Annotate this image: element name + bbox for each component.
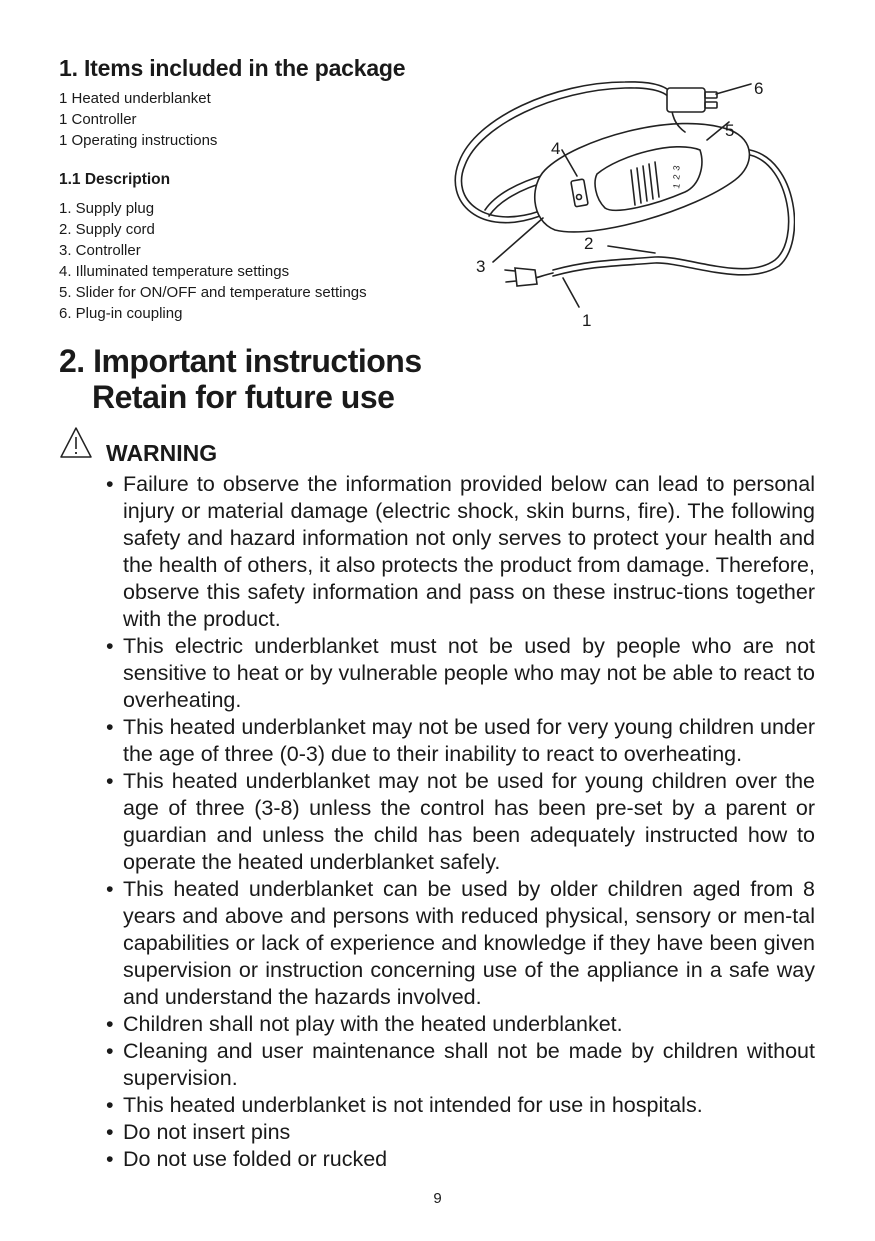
bullet-item: • Cleaning and user maintenance shall not be made by children without supervision. [106, 1038, 815, 1092]
bullet-item: • This heated underblanket can be used by older children aged from 8 years and above and persons with reduced physical, sensory or men-tal capabilities or lack of experience and knowledge if they have been given supervision or instruction concerning use of the appliance in a safe way and understand the hazards involved. [106, 876, 815, 1011]
callout-3: 3 [476, 257, 486, 276]
bullet-item: • Children shall not play with the heated underblanket. [106, 1011, 815, 1038]
supply-plug-body [515, 268, 537, 286]
section2-title-line2: Retain for future use [92, 379, 395, 415]
callout-6: 6 [754, 79, 764, 98]
warning-bullet-list [106, 471, 815, 1173]
coupling-pin-top [705, 92, 717, 98]
warning-label: WARNING [106, 440, 218, 466]
plug-cord [535, 273, 553, 278]
callout-1: 1 [582, 311, 592, 330]
description-item: 3. Controller [59, 242, 141, 259]
callout-5: 5 [725, 121, 735, 140]
page-number: 9 [433, 1190, 442, 1207]
plug-pin-top [505, 270, 515, 271]
controller-body [535, 121, 750, 232]
bullet-item: • This heated underblanket may not be used for very young children under the age of three (0-3) due to their inability to react to overheating. [106, 714, 815, 768]
scale-mark-2: 2 [671, 173, 682, 181]
bullet-item: • Do not insert pins [106, 1119, 815, 1146]
section2-title-line1: 2. Important instructions [59, 343, 422, 379]
leader-line-6 [716, 84, 751, 94]
package-items-list [59, 88, 217, 151]
package-item: 1 Heated underblanket [59, 90, 211, 107]
description-item: 1. Supply plug [59, 200, 155, 217]
description-item: 2. Supply cord [59, 221, 155, 238]
callout-2: 2 [584, 234, 594, 253]
plug-in-coupling [667, 88, 705, 112]
bullet-item: • This heated underblanket is not intended for use in hospitals. [106, 1092, 815, 1119]
package-item: 1 Controller [59, 111, 137, 128]
package-item: 1 Operating instructions [59, 132, 218, 149]
leader-line-2 [608, 246, 655, 253]
scale-mark-3: 3 [671, 164, 682, 172]
leader-line-1 [563, 278, 579, 307]
scale-mark-1: 1 [671, 182, 682, 190]
description-list [59, 198, 367, 324]
callout-4: 4 [551, 139, 561, 158]
description-title: 1.1 Description [59, 171, 171, 188]
controller-illustration [445, 70, 795, 340]
controller-diagram [445, 70, 795, 340]
bullet-item: • This heated underblanket may not be used for young children over the age of three (3-8) unless the control has been pre-set by a parent or guardian and unless the child has been adequately instructed how to operate the heated underblanket safely. [106, 768, 815, 876]
plug-pin-bottom [506, 281, 516, 282]
section2-title [59, 343, 422, 415]
bullet-item: • This electric underblanket must not be used by people who are not sensitive to heat or by vulnerable people who may not be able to react to overheating. [106, 633, 815, 714]
description-item: 5. Slider for ON/OFF and temperature settings [59, 284, 367, 301]
description-item: 4. Illuminated temperature settings [59, 263, 290, 280]
bullet-item: • Failure to observe the information provided below can lead to personal injury or material damage (electric shock, skin burns, fire). The following safety and hazard information not only serves to protect your health and the health of others, it also protects the product from damage. Therefore, observe this safety information and pass on these instruc-tions together with the product. [106, 471, 815, 633]
section1-title: 1. Items included in the package [59, 55, 406, 81]
warning-triangle-icon [59, 426, 93, 460]
leader-line-3 [493, 218, 543, 262]
description-item: 6. Plug-in coupling [59, 305, 183, 322]
coupling-pin-bottom [705, 102, 717, 108]
bullet-item: • Do not use folded or rucked [106, 1146, 815, 1173]
